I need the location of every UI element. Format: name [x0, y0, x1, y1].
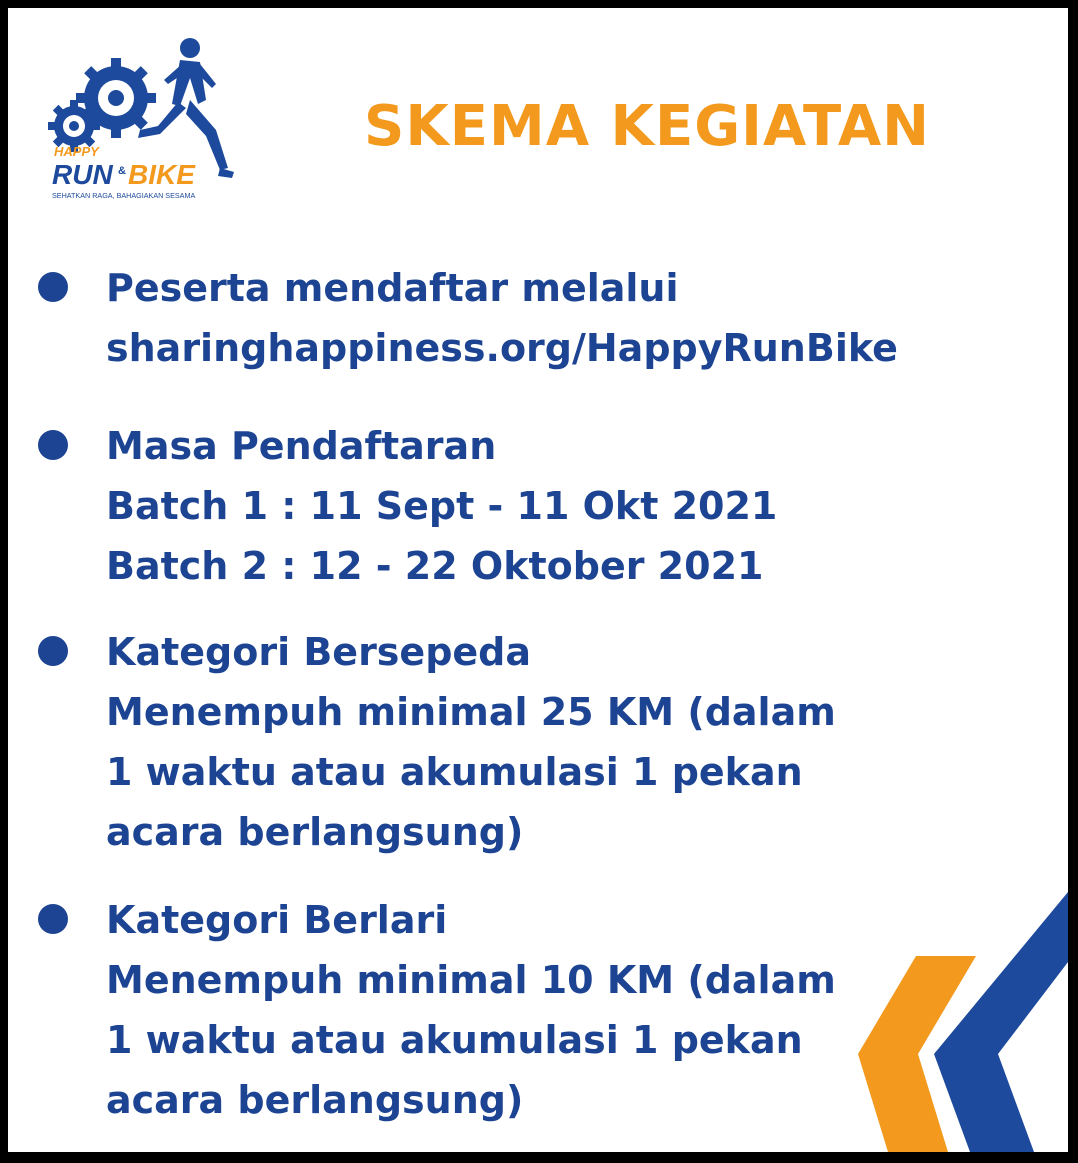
item-line: Kategori Bersepeda [106, 630, 532, 674]
item-line: Peserta mendaftar melalui [106, 266, 679, 310]
item-line: sharinghappiness.org/HappyRunBike [106, 326, 898, 370]
poster-card [8, 8, 1068, 1152]
logo-bike-text: BIKE [128, 159, 195, 190]
happy-run-bike-logo [40, 34, 240, 204]
chevron-decoration-icon [838, 892, 1068, 1152]
item-line: acara berlangsung) [106, 810, 524, 854]
logo-tagline: SEHATKAN RAGA, BAHAGIAKAN SESAMA [52, 191, 196, 200]
list-item [106, 890, 836, 1130]
item-line: acara berlangsung) [106, 1078, 524, 1122]
logo-amp-text: & [118, 165, 126, 177]
list-item [106, 258, 898, 378]
item-line: 1 waktu atau akumulasi 1 pekan [106, 1018, 803, 1062]
item-line: Menempuh minimal 25 KM (dalam [106, 690, 836, 734]
bullet-icon [38, 430, 68, 460]
blue-chevron-icon [934, 892, 1068, 1152]
item-line: Menempuh minimal 10 KM (dalam [106, 958, 836, 1002]
item-line: Batch 2 : 12 - 22 Oktober 2021 [106, 544, 764, 588]
list-item [106, 416, 777, 596]
list-item [106, 622, 836, 862]
bullet-icon [38, 272, 68, 302]
bullet-icon [38, 636, 68, 666]
bullet-icon [38, 904, 68, 934]
logo-happy-text: HAPPY [54, 144, 99, 159]
logo-run-text: RUN [52, 159, 113, 190]
runner-icon [138, 38, 234, 178]
page-title: SKEMA KEGIATAN [364, 94, 931, 159]
item-line: Kategori Berlari [106, 898, 448, 942]
item-line: 1 waktu atau akumulasi 1 pekan [106, 750, 803, 794]
item-line: Masa Pendaftaran [106, 424, 497, 468]
item-line: Batch 1 : 11 Sept - 11 Okt 2021 [106, 484, 778, 528]
